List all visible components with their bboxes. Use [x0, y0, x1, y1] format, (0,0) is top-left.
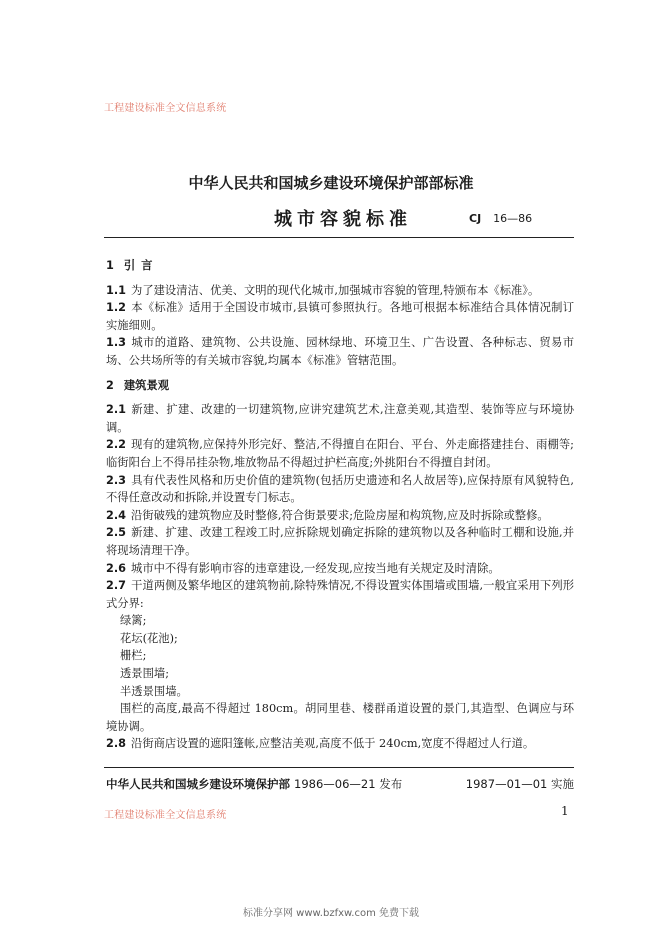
code-prefix: CJ	[469, 212, 482, 225]
clause: 2.5 新建、扩建、改建工程竣工时,应拆除规划确定拆除的建筑物以及各种临时工棚和设施,并将现场清理干净。	[106, 526, 574, 557]
clause: 2.7 干道两侧及繁华地区的建筑物前,除特殊情况,不得设置实体围墙或围墙,一般宜采用下列形式分界:	[106, 579, 574, 610]
footer-issuer: 中华人民共和国城乡建设环境保护部	[106, 777, 290, 791]
clause: 2.6 城市中不得有影响市容的违章建设,一经发现,应按当地有关规定及时清除。	[106, 561, 500, 575]
implement-date: 1987—01—01 实施	[465, 777, 574, 791]
list-item: 花坛(花池);	[120, 631, 178, 645]
list-item: 透景围墙;	[120, 667, 169, 681]
watermark-bottom: 工程建设标准全文信息系统	[104, 810, 227, 821]
section-heading: 2 建筑景观	[106, 378, 170, 392]
list-item: 栅栏;	[120, 649, 147, 663]
document-body	[106, 257, 574, 753]
clause: 2.8 沿街商店设置的遮阳篷帐,应整洁美观,高度不低于 240cm,宽度不得超过人行道。	[106, 737, 535, 751]
publication-footer	[106, 776, 574, 792]
list-item: 半透景围墙。	[120, 684, 188, 698]
document-title: 城市容貌标准	[274, 209, 412, 230]
standard-code	[469, 212, 532, 225]
issue-date: 1986—06—21 发布	[294, 777, 403, 791]
section-heading: 1 引言	[106, 259, 159, 272]
issuing-organization: 中华人民共和国城乡建设环境保护部部标准	[188, 174, 474, 192]
clause: 1.3 城市的道路、建筑物、公共设施、园林绿地、环境卫生、广告设置、各种标志、贸易市场、公共场所等的有关城市容貌,均属本《标准》管辖范围。	[106, 336, 574, 367]
page-number: 1	[561, 804, 569, 818]
watermark-top: 工程建设标准全文信息系统	[104, 103, 227, 114]
footer-rule	[104, 767, 574, 768]
note-paragraph: 围栏的高度,最高不得超过 180cm。胡同里巷、楼群甬道设置的景门,其造型、色调应与环境协调。	[106, 702, 574, 733]
clause: 2.1 新建、扩建、改建的一切建筑物,应讲究建筑艺术,注意美观,其造型、装饰等应与环境协调。	[106, 403, 574, 434]
clause: 1.1 为了建设清洁、优美、文明的现代化城市,加强城市容貌的管理,特颁布本《标准》。	[106, 283, 540, 297]
header-rule	[104, 237, 574, 238]
code-number: 16—86	[493, 212, 533, 225]
clause: 1.2 本《标准》适用于全国设市城市,县镇可参照执行。各地可根据本标准结合具体情况制订实施细则。	[106, 301, 574, 332]
clause: 2.4 沿街破残的建筑物应及时整修,符合街景要求;危险房屋和构筑物,应及时拆除或整修。	[106, 508, 549, 522]
site-footer-link[interactable]: 标准分享网 www.bzfxw.com 免费下载	[243, 908, 419, 919]
clause: 2.3 具有代表性风格和历史价值的建筑物(包括历史遗迹和名人故居等),应保持原有风貌特色,不得任意改动和拆除,并设置专门标志。	[106, 473, 574, 505]
list-item: 绿篱;	[120, 614, 147, 628]
clause: 2.2 现有的建筑物,应保持外形完好、整洁,不得擅自在阳台、平台、外走廊搭建挂台、雨棚等;临街阳台上不得吊挂杂物,堆放物品不得超过护栏高度;外挑阳台不得擅自封闭。	[106, 438, 574, 469]
